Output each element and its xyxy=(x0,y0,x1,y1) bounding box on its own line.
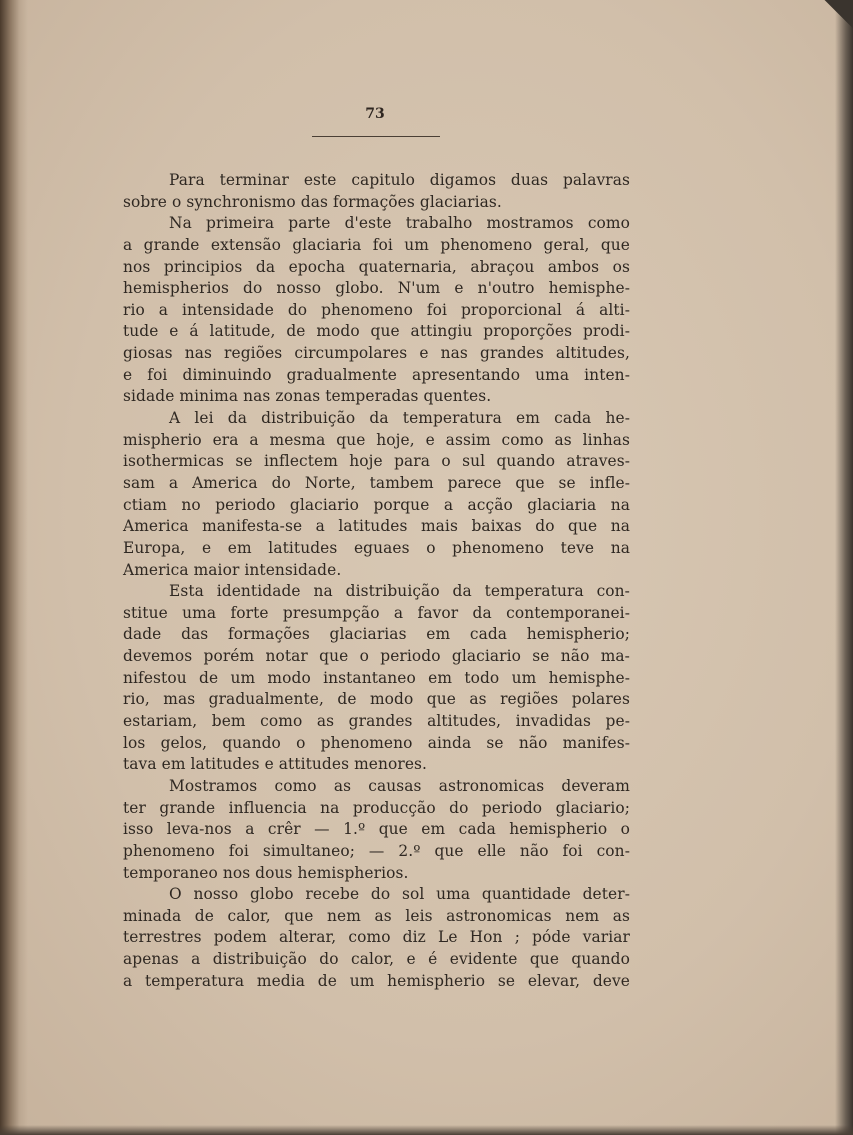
folded-corner xyxy=(813,0,853,40)
text-line: America maior intensidade. xyxy=(123,560,342,579)
body-text xyxy=(123,170,630,992)
text-line: isso leva-nos a crêr — 1.º que em cada hemispherio o xyxy=(123,820,630,839)
text-line: terrestres podem alterar, como diz Le Hon ; póde variar xyxy=(123,928,630,947)
text-line: Para terminar este capitulo digamos duas palavras xyxy=(169,171,630,189)
right-page-edge xyxy=(835,0,853,1135)
binding-edge xyxy=(0,0,28,1135)
text-line: devemos porém notar que o periodo glaciario se não ma- xyxy=(123,647,630,666)
text-line: Na primeira parte d'este trabalho mostramos como xyxy=(169,214,630,233)
text-line: temporaneo nos dous hemispherios. xyxy=(123,863,409,882)
text-line: Esta identidade na distribuição da temperatura con- xyxy=(169,582,630,601)
text-line: tava em latitudes e attitudes menores. xyxy=(123,755,428,774)
text-line: sobre o synchronismo das formações glaciarias. xyxy=(123,192,502,211)
text-line: los gelos, quando o phenomeno ainda se não manifes- xyxy=(123,733,630,752)
text-line: isothermicas se inflectem hoje para o sul quando atraves- xyxy=(123,452,630,471)
text-line: hemispherios do nosso globo. N'um e n'outro hemisphe- xyxy=(123,279,630,298)
text-line: Mostramos como as causas astronomicas deveram xyxy=(169,776,630,795)
text-line: sidade minima nas zonas temperadas quentes. xyxy=(123,387,492,406)
text-line: a temperatura media de um hemispherio se elevar, deve xyxy=(123,971,630,990)
text-line: ctiam no periodo glaciario porque a acção glaciaria na xyxy=(123,495,630,514)
text-line: sam a America do Norte, tambem parece que se infle- xyxy=(123,473,630,492)
text-line: dade das formações glaciarias em cada hemispherio; xyxy=(123,625,630,644)
header-rule xyxy=(312,136,440,137)
text-line: giosas nas regiões circumpolares e nas grandes altitudes, xyxy=(123,344,630,363)
text-line: O nosso globo recebe do sol uma quantidade deter- xyxy=(169,885,630,904)
text-line: A lei da distribuição da temperatura em cada he- xyxy=(169,409,630,428)
page-number: 73 xyxy=(365,106,385,122)
text-line: nos principios da epocha quaternaria, abraçou ambos os xyxy=(123,257,630,276)
text-line: rio, mas gradualmente, de modo que as regiões polares xyxy=(123,690,630,709)
text-line: America manifesta-se a latitudes mais baixas do que na xyxy=(123,517,630,536)
text-line: apenas a distribuição do calor, e é evidente que quando xyxy=(123,950,630,969)
text-line: e foi diminuindo gradualmente apresentando uma inten- xyxy=(123,365,630,384)
text-line: stitue uma forte presumpção a favor da contemporanei- xyxy=(123,603,630,622)
text-line: mispherio era a mesma que hoje, e assim como as linhas xyxy=(123,430,630,449)
text-line: estariam, bem como as grandes altitudes, invadidas pe- xyxy=(123,712,630,731)
text-line: a grande extensão glaciaria foi um phenomeno geral, que xyxy=(123,235,630,254)
bottom-page-edge xyxy=(0,1125,853,1135)
text-line: Europa, e em latitudes eguaes o phenomeno teve na xyxy=(123,538,630,557)
text-line: tude e á latitude, de modo que attingiu proporções prodi- xyxy=(123,322,630,341)
text-line: ter grande influencia na producção do periodo glaciario; xyxy=(123,798,630,817)
text-line: minada de calor, que nem as leis astronomicas nem as xyxy=(123,906,630,925)
text-line: rio a intensidade do phenomeno foi proporcional á alti- xyxy=(123,300,630,319)
text-line: nifestou de um modo instantaneo em todo um hemisphe- xyxy=(123,668,630,687)
text-line: phenomeno foi simultaneo; — 2.º que elle não foi con- xyxy=(123,841,630,860)
